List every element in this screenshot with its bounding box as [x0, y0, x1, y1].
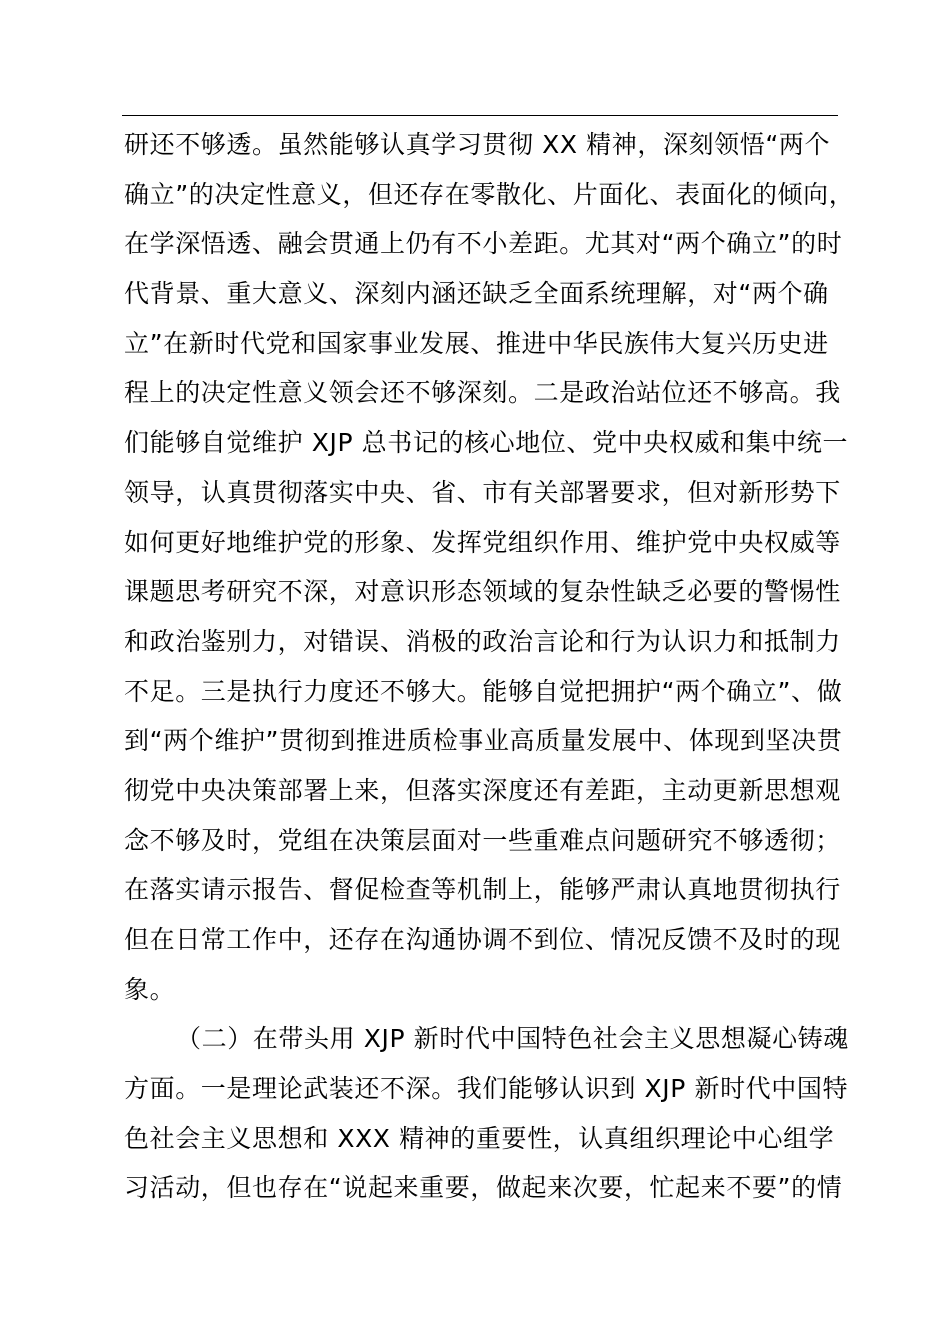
- text-line: 在学深悟透、融会贯通上仍有不小差距。尤其对“两个确立”的时: [124, 229, 843, 259]
- text-line: 代背景、重大意义、深刻内涵还缺乏全面系统理解，对“两个确: [124, 279, 829, 309]
- text-line: 念不够及时，党组在决策层面对一些重难点问题研究不够透彻；: [124, 825, 841, 855]
- text-line: 习活动，但也存在“说起来重要，做起来次要，忙起来不要”的情: [124, 1173, 843, 1203]
- text-line: 方面。一是理论武装还不深。我们能够认识到 XJP 新时代中国特: [124, 1074, 849, 1104]
- text-line: 但在日常工作中，还存在沟通协调不到位、情况反馈不及时的现: [124, 925, 841, 954]
- text-line: 和政治鉴别力，对错误、消极的政治言论和行为认识力和抵制力: [124, 626, 841, 656]
- text-line: 到“两个维护”贯彻到推进质检事业高质量发展中、体现到坚决贯: [124, 726, 843, 756]
- text-line: 们能够自觉维护 XJP 总书记的核心地位、党中央权威和集中统一: [124, 428, 849, 458]
- document-body: [124, 120, 854, 1213]
- text-line: 在落实请示报告、督促检查等机制上，能够严肃认真地贯彻执行: [124, 875, 841, 905]
- text-line: 研还不够透。虽然能够认真学习贯彻 XX 精神，深刻领悟“两个: [124, 130, 831, 159]
- text-line: 象。: [124, 974, 176, 1004]
- section-heading-line: （二）在带头用 XJP 新时代中国特色社会主义思想凝心铸魂: [176, 1024, 849, 1054]
- text-line: 程上的决定性意义领会还不够深刻。二是政治站位还不够高。我: [124, 378, 841, 408]
- text-line: 彻党中央决策部署上来，但落实深度还有差距，主动更新思想观: [124, 775, 841, 805]
- text-line: 课题思考研究不深，对意识形态领域的复杂性缺乏必要的警惕性: [124, 577, 841, 607]
- text-line: 不足。三是执行力度还不够大。能够自觉把拥护“两个确立”、做: [124, 676, 843, 706]
- text-line: 领导，认真贯彻落实中央、省、市有关部署要求，但对新形势下: [124, 477, 841, 507]
- text-line: 立”在新时代党和国家事业发展、推进中华民族伟大复兴历史进: [124, 328, 829, 358]
- text-line: 如何更好地维护党的形象、发挥党组织作用、维护党中央权威等: [124, 527, 841, 557]
- text-line: 确立”的决定性意义，但还存在零散化、片面化、表面化的倾向，: [124, 179, 855, 209]
- text-line: 色社会主义思想和 XXX 精神的重要性，认真组织理论中心组学: [124, 1123, 835, 1153]
- header-rule: [122, 115, 838, 116]
